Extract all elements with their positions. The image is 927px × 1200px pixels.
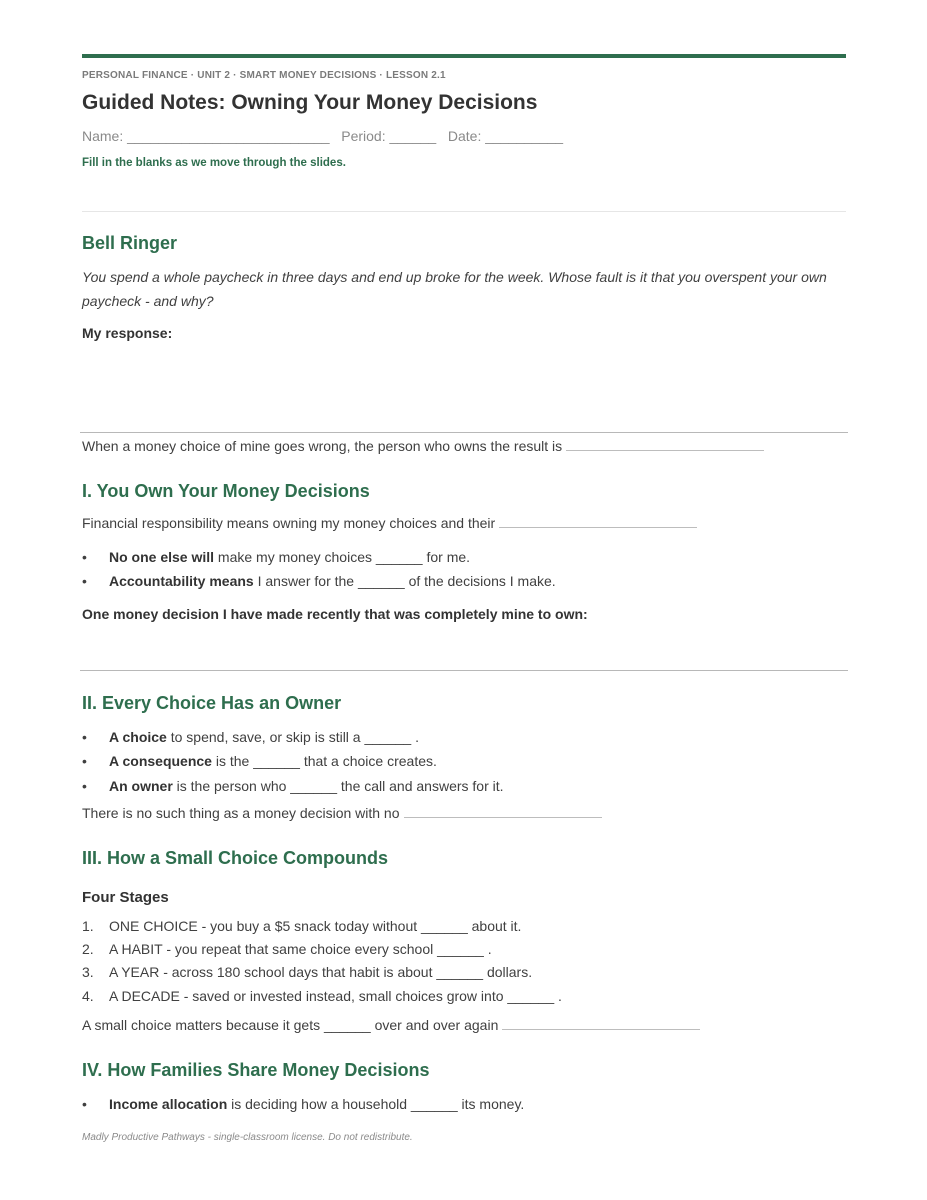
section3-summary xyxy=(82,1017,700,1033)
section2-summary xyxy=(82,805,602,821)
stage-text: A DECADE - saved or invested instead, small choices grow into ______ . xyxy=(109,988,562,1004)
bullet-term: No one else will xyxy=(109,549,215,565)
page-title: Guided Notes: Owning Your Money Decisions xyxy=(82,91,538,114)
instruction-text: Fill in the blanks as we move through the slides. xyxy=(82,157,346,169)
header-accent-bar xyxy=(82,54,846,58)
bullet-term: An owner xyxy=(109,778,173,794)
bullet-text: I answer for the ______ of the decisions I make. xyxy=(253,573,556,589)
list-item xyxy=(82,549,470,565)
item-number: 4. xyxy=(82,988,94,1004)
breadcrumb: PERSONAL FINANCE · UNIT 2 · SMART MONEY DECISIONS · LESSON 2.1 xyxy=(82,70,446,81)
student-info-line[interactable]: Name: __________________________ Period: ______ Date: __________ xyxy=(82,128,564,144)
fill-blank-line[interactable] xyxy=(404,807,602,818)
stages-subheading: Four Stages xyxy=(82,889,169,906)
item-number: 1. xyxy=(82,918,94,934)
followup-text: When a money choice of mine goes wrong, the person who owns the result is xyxy=(82,438,563,454)
bullet-text: to spend, save, or skip is still a ______ . xyxy=(166,729,419,745)
fill-blank-line[interactable] xyxy=(499,517,697,528)
list-item xyxy=(82,988,562,1004)
bullet-icon: • xyxy=(82,753,87,769)
summary-text: A small choice matters because it gets ______ over and over again xyxy=(82,1017,499,1033)
bullet-icon: • xyxy=(82,549,87,565)
response-label: My response: xyxy=(82,325,173,341)
list-item xyxy=(82,778,504,794)
bullet-icon: • xyxy=(82,729,87,745)
bullet-icon: • xyxy=(82,1096,87,1112)
bullet-term: A choice xyxy=(109,729,167,745)
stage-text: A YEAR - across 180 school days that habit is about ______ dollars. xyxy=(109,964,533,980)
bell-ringer-prompt: You spend a whole paycheck in three days and end up broke for the week. Whose fault is it that you overspent your own paycheck - and why? xyxy=(82,269,827,309)
section-heading-4: IV. How Families Share Money Decisions xyxy=(82,1060,430,1080)
bullet-text: is the person who ______ the call and answers for it. xyxy=(172,778,504,794)
bell-ringer-followup xyxy=(82,438,764,454)
list-item xyxy=(82,729,419,745)
stage-text: A HABIT - you repeat that same choice every school ______ . xyxy=(109,941,492,957)
bullet-term: A consequence xyxy=(109,753,212,769)
divider xyxy=(82,211,846,212)
section-heading-2: II. Every Choice Has an Owner xyxy=(82,693,342,713)
bullet-text: make my money choices ______ for me. xyxy=(214,549,471,565)
section-heading-bell-ringer: Bell Ringer xyxy=(82,233,178,253)
fill-blank-line[interactable] xyxy=(566,440,764,451)
section1-intro xyxy=(82,515,697,531)
fill-blank-line[interactable] xyxy=(502,1019,700,1030)
bullet-text: is the ______ that a choice creates. xyxy=(211,753,437,769)
intro-text: Financial responsibility means owning my money choices and their xyxy=(82,515,496,531)
list-item xyxy=(82,964,532,980)
summary-text: There is no such thing as a money decision with no xyxy=(82,805,400,821)
bullet-term: Income allocation xyxy=(109,1096,228,1112)
section-heading-3: III. How a Small Choice Compounds xyxy=(82,848,389,868)
list-item xyxy=(82,573,556,589)
stage-text: ONE CHOICE - you buy a $5 snack today without ______ about it. xyxy=(109,918,522,934)
bullet-term: Accountability means xyxy=(109,573,254,589)
item-number: 2. xyxy=(82,941,94,957)
response-divider xyxy=(80,670,848,671)
list-item xyxy=(82,918,521,934)
bullet-icon: • xyxy=(82,573,87,589)
list-item xyxy=(82,753,437,769)
bullet-text: is deciding how a household ______ its money. xyxy=(227,1096,525,1112)
section-heading-1: I. You Own Your Money Decisions xyxy=(82,481,370,501)
bullet-icon: • xyxy=(82,778,87,794)
item-number: 3. xyxy=(82,964,94,980)
list-item xyxy=(82,1096,524,1112)
footer-license: Madly Productive Pathways - single-classroom license. Do not redistribute. xyxy=(82,1132,413,1143)
list-item xyxy=(82,941,492,957)
response-divider xyxy=(80,432,848,433)
section1-prompt: One money decision I have made recently that was completely mine to own: xyxy=(82,606,588,622)
